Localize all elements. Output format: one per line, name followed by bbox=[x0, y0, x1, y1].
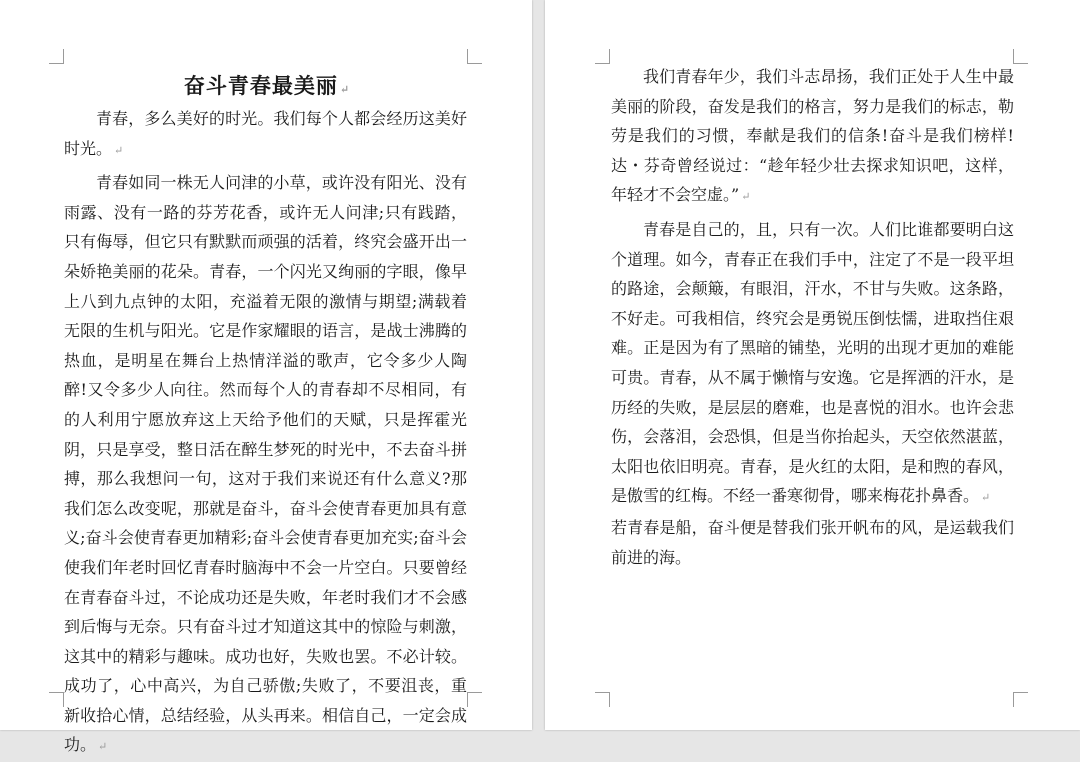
paragraph-mark: ↵ bbox=[981, 491, 991, 505]
paragraph-mark: ↵ bbox=[114, 143, 124, 157]
paragraph-text: 我们青春年少，我们斗志昂扬，我们正处于人生中最美丽的阶段，奋发是我们的格言，努力是我们的标志，勒劳是我们的习惯，奉献是我们的信条!奋斗是我们榜样!达・芬奇曾经说过：“趁年轻少壮去探求知识吧，这样，年轻才不会空虚。” bbox=[611, 67, 1014, 205]
left-page-body[interactable] bbox=[64, 104, 467, 762]
document-page-left bbox=[0, 0, 532, 755]
paragraph[interactable] bbox=[64, 168, 467, 762]
paragraph[interactable] bbox=[64, 104, 467, 165]
paragraph-text: 青春是自己的，且，只有一次。人们比谁都要明白这个道理。如今，青春正在我们手中，注定了不是一段平坦的路途，会颠簸，有眼泪，汗水，不甘与失败。这条路，不好走。可我相信，终究会是勇锐压倒怯懦，进取挡住艰难。正是因为有了黑暗的铺垫，光明的出现才更加的难能可贵。青春，从不属于懒惰与安逸。它是挥洒的汗水，是历经的失败，是层层的磨难，也是喜悦的泪水。也许会悲伤，会落泪，会恐惧，但是当你抬起头，天空依然湛蓝，太阳也依旧明亮。青春，是火红的太阳，是和煦的春风，是傲雪的红梅。不经一番寒彻骨，哪来梅花扑鼻香。 bbox=[611, 219, 1014, 506]
document-title-text: 奋斗青春最美丽 bbox=[183, 73, 338, 98]
paragraph[interactable] bbox=[611, 62, 1014, 212]
paragraph-text: 青春，多么美好的时光。我们每个人都会经历这美好时光。 bbox=[64, 109, 467, 158]
paragraph-text: 青春如同一株无人问津的小草，或许没有阳光、没有雨露、没有一路的芬芳花香，或许无人问津;只有践踏，只有侮辱，但它只有默默而顽强的活着，终究会盛开出一朵娇艳美丽的花朵。青春，一个闪光又绚丽的字眼，像早上八到九点钟的太阳，充溢着无限的激情与期望;满载着无限的生机与阳光。它是作家耀眼的语言，是战士沸腾的热血，是明星在舞台上热情洋溢的歌声，它令多少人陶醉!又令多少人向往。然而每个人的青春却不尽相同，有的人利用宁愿放弃这上天给予他们的天赋，只是挥霍光阴，只是享受，整日活在醉生梦死的时光中，不去奋斗拼搏，那么我想问一句，这对于我们来说还有什么意义?那我们怎么改变呢，那就是奋斗，奋斗会使青春更加具有意义;奋斗会使青春更加精彩;奋斗会使青春更加充实;奋斗会使我们年老时回忆青春时脑海中不会一片空白。只要曾经在青春奋斗过，不论成功还是失败，年老时我们才不会感到后悔与无奈。只有奋斗过才知道这其中的惊险与刺激，这其中的精彩与趣味。成功也好，失败也罢。不必计较。成功了，心中高兴，为自己骄傲;失败了，不要沮丧，重新收拾心情，总结经验，从头再来。相信自己，一定会成功。 bbox=[64, 173, 467, 755]
margin-corner-top-right bbox=[467, 49, 482, 64]
paragraph-mark: ↵ bbox=[741, 190, 751, 204]
paragraph[interactable] bbox=[611, 513, 1014, 572]
document-title[interactable] bbox=[64, 70, 470, 100]
right-page-body[interactable] bbox=[611, 62, 1014, 572]
paragraph-mark: ↵ bbox=[339, 83, 351, 96]
margin-corner-top-right bbox=[1013, 49, 1028, 64]
paragraph-mark: ↵ bbox=[98, 740, 108, 754]
margin-corner-top-left bbox=[595, 49, 610, 64]
margin-corner-bottom-left bbox=[595, 692, 610, 707]
document-page-right bbox=[545, 0, 1080, 730]
paragraph[interactable] bbox=[611, 215, 1014, 513]
paragraph-text: 若青春是船，奋斗便是替我们张开帆布的风，是运载我们前进的海。 bbox=[611, 517, 1014, 567]
margin-corner-bottom-right bbox=[1013, 692, 1028, 707]
margin-corner-bottom-left bbox=[49, 692, 64, 707]
margin-corner-top-left bbox=[49, 49, 64, 64]
margin-corner-bottom-right bbox=[467, 692, 482, 707]
